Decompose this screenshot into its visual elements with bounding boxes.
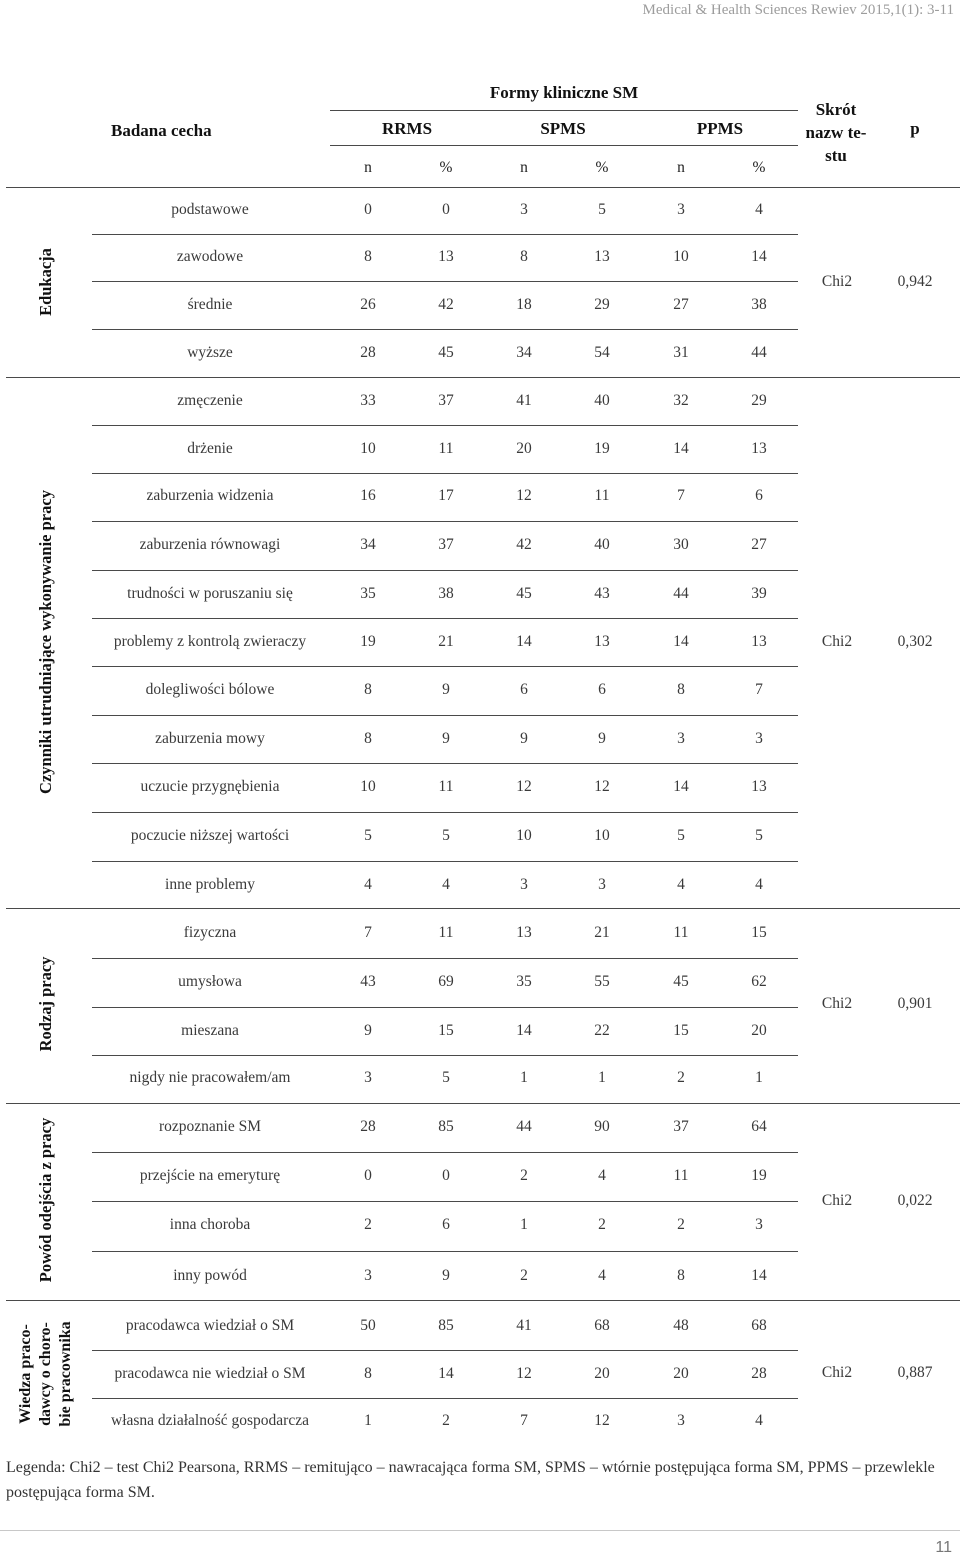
row-value: 10 [673,248,689,265]
row-value: 14 [673,778,689,795]
row-label: przejście na emeryturę [139,1167,281,1184]
row-value: 2 [677,1216,685,1233]
row-value: 5 [364,827,372,844]
row-value: 14 [516,633,532,650]
row-label: uczucie przygnębienia [140,778,280,795]
row-value: 12 [516,1365,532,1382]
row-value: 1 [520,1069,528,1086]
row-value: 3 [520,201,528,218]
row-value: 5 [677,827,685,844]
row-value: 11 [673,1167,689,1184]
row-label: poczucie niższej wartości [130,827,290,844]
row-value: 68 [594,1317,610,1334]
row-value: 9 [364,1022,372,1039]
row-value: 7 [364,924,372,941]
row-label: pracodawca nie wiedział o SM [114,1365,306,1382]
group-test: Chi2 [821,995,853,1012]
row-separator [92,570,798,571]
row-value: 26 [360,296,376,313]
row-label: dolegliwości bólowe [145,681,275,698]
group-name: Edukacja [36,248,55,316]
row-value: 28 [360,1118,376,1135]
row-value: 9 [442,730,450,747]
row-value: 1 [755,1069,763,1086]
row-value: 21 [438,633,454,650]
row-value: 69 [438,973,454,990]
row-value: 7 [677,487,685,504]
group-test: Chi2 [821,1192,853,1209]
row-value: 50 [360,1317,376,1334]
group-name-line: bie pracownika [57,1321,74,1427]
header-p: p [910,119,920,138]
row-value: 3 [520,876,528,893]
row-value: 13 [594,633,610,650]
row-label: mieszana [181,1022,239,1039]
row-value: 37 [438,536,454,553]
header-ppms: PPMS [696,119,744,138]
row-separator [92,1201,798,1202]
group-test: Chi2 [821,633,853,650]
row-separator [92,425,798,426]
row-label: podstawowe [171,201,249,218]
row-value: 9 [598,730,606,747]
row-label: inne problemy [165,876,255,893]
row-value: 35 [360,585,376,602]
row-value: 9 [442,1267,450,1284]
row-value: 8 [677,681,685,698]
row-label: fizyczna [183,924,237,941]
legend: Legenda: Chi2 – test Chi2 Pearsona, RRMS – remitująco – nawracająca forma SM, SPMS – wtórnie postępująca forma SM, PPMS – przewlekle postępująca forma SM. [6,1459,935,1501]
row-value: 13 [751,778,767,795]
row-value: 33 [360,392,376,409]
header-feature: Badana cecha [111,121,212,140]
row-value: 3 [755,730,763,747]
row-value: 5 [442,1069,450,1086]
header-subcol-2: n [520,159,528,176]
group-test: Chi2 [821,1364,853,1381]
header-subcol-4: n [677,159,685,176]
row-value: 45 [516,585,532,602]
group-name-line: dawcy o choro- [37,1322,54,1426]
row-value: 29 [751,392,767,409]
row-value: 28 [751,1365,767,1382]
header-subcol-5: % [752,159,766,176]
header-subcol-1: % [439,159,453,176]
row-value: 27 [751,536,767,553]
row-value: 8 [364,1365,372,1382]
row-value: 31 [673,344,689,361]
row-value: 5 [442,827,450,844]
row-label: rozpoznanie SM [158,1118,262,1135]
row-value: 3 [677,201,685,218]
row-value: 6 [598,681,606,698]
row-value: 9 [442,681,450,698]
row-label: trudności w poruszaniu się [127,585,293,602]
row-value: 13 [594,248,610,265]
row-value: 1 [520,1216,528,1233]
row-value: 34 [360,536,376,553]
row-value: 6 [520,681,528,698]
row-separator [92,1251,798,1252]
row-value: 54 [594,344,610,361]
group-name: Czynniki utrudniające wykonywanie pracy [36,490,55,794]
row-value: 8 [520,248,528,265]
row-label: inny powód [173,1267,247,1284]
row-value: 20 [594,1365,610,1382]
group-separator [6,908,960,909]
row-value: 14 [673,440,689,457]
rule-header-bottom [6,187,960,188]
row-value: 12 [516,778,532,795]
row-value: 0 [364,201,372,218]
group-separator [6,377,960,378]
row-value: 34 [516,344,532,361]
row-value: 5 [598,201,606,218]
header-clinical-forms: Formy kliniczne SM [489,83,639,102]
row-value: 14 [438,1365,454,1382]
row-value: 40 [594,392,610,409]
row-value: 42 [438,296,454,313]
row-value: 12 [594,1412,610,1429]
row-value: 2 [520,1167,528,1184]
row-value: 19 [360,633,376,650]
row-value: 38 [438,585,454,602]
row-value: 20 [516,440,532,457]
row-value: 32 [673,392,689,409]
row-value: 90 [594,1118,610,1135]
row-value: 29 [594,296,610,313]
row-separator [92,521,798,522]
row-value: 55 [594,973,610,990]
header-test-abbrev: Skrót nazw te- stu [805,100,867,165]
row-separator [92,812,798,813]
row-value: 43 [360,973,376,990]
row-value: 4 [598,1167,606,1184]
row-value: 85 [438,1317,454,1334]
row-label: drżenie [187,440,233,457]
group-separator [6,1300,960,1301]
row-separator [92,715,798,716]
row-separator [92,666,798,667]
row-value: 4 [755,876,763,893]
row-value: 3 [677,1412,685,1429]
row-value: 7 [755,681,763,698]
row-value: 10 [360,440,376,457]
row-value: 2 [520,1267,528,1284]
row-value: 19 [594,440,610,457]
row-value: 3 [755,1216,763,1233]
header-spms: SPMS [540,119,586,138]
row-value: 9 [520,730,528,747]
row-label: wyższe [187,344,233,361]
row-value: 8 [677,1267,685,1284]
row-value: 11 [438,440,454,457]
row-value: 14 [751,1267,767,1284]
row-value: 13 [751,440,767,457]
row-value: 2 [442,1412,450,1429]
row-value: 3 [364,1267,372,1284]
group-p: 0,901 [897,995,933,1012]
row-value: 13 [751,633,767,650]
row-value: 11 [673,924,689,941]
row-value: 4 [442,876,450,893]
group-p: 0,942 [897,273,933,290]
row-value: 8 [364,681,372,698]
row-value: 43 [594,585,610,602]
group-separator [6,1103,960,1104]
row-value: 4 [755,1412,763,1429]
row-value: 20 [751,1022,767,1039]
row-value: 37 [438,392,454,409]
group-name-line: Wiedza praco- [17,1324,34,1424]
row-value: 14 [751,248,767,265]
header-subcol-3: % [595,159,609,176]
row-value: 4 [755,201,763,218]
row-label: zaburzenia mowy [155,730,265,747]
row-label: nigdy nie pracowałem/am [129,1069,291,1086]
row-value: 20 [673,1365,689,1382]
row-value: 21 [594,924,610,941]
footer-rule [0,1530,960,1531]
row-value: 11 [594,487,610,504]
row-value: 1 [598,1069,606,1086]
row-value: 0 [364,1167,372,1184]
row-value: 11 [438,924,454,941]
row-value: 13 [516,924,532,941]
row-label: zawodowe [176,248,244,265]
row-value: 11 [438,778,454,795]
row-value: 4 [677,876,685,893]
row-label: zaburzenia równowagi [139,536,281,553]
rule-under-form-names [330,145,798,146]
row-value: 3 [598,876,606,893]
group-name [16,1321,76,1426]
row-value: 39 [751,585,767,602]
group-p: 0,302 [897,633,933,650]
row-value: 44 [751,344,767,361]
row-value: 2 [598,1216,606,1233]
row-value: 37 [673,1118,689,1135]
row-value: 17 [438,487,454,504]
row-value: 45 [438,344,454,361]
row-value: 48 [673,1317,689,1334]
row-value: 41 [516,1317,532,1334]
row-value: 5 [755,827,763,844]
row-value: 13 [438,248,454,265]
row-value: 12 [594,778,610,795]
row-value: 19 [751,1167,767,1184]
group-name: Rodzaj pracy [36,956,55,1052]
row-value: 10 [594,827,610,844]
row-value: 45 [673,973,689,990]
row-value: 10 [360,778,376,795]
row-value: 7 [520,1412,528,1429]
rule-under-clinical-forms [330,110,798,111]
page-number: 11 [935,1539,952,1556]
header-subcol-0: n [364,159,372,176]
row-value: 44 [516,1118,532,1135]
header-rrms: RRMS [381,119,433,138]
row-value: 35 [516,973,532,990]
row-value: 85 [438,1118,454,1135]
row-value: 12 [516,487,532,504]
row-separator [92,1350,798,1351]
row-separator [92,958,798,959]
row-value: 2 [677,1069,685,1086]
row-value: 8 [364,730,372,747]
row-value: 6 [755,487,763,504]
row-separator [92,763,798,764]
row-value: 40 [594,536,610,553]
row-value: 3 [677,730,685,747]
row-value: 3 [364,1069,372,1086]
row-value: 0 [442,201,450,218]
row-separator [92,281,798,282]
row-value: 4 [364,876,372,893]
row-value: 41 [516,392,532,409]
row-value: 15 [751,924,767,941]
row-label: własna działalność gospodarcza [111,1412,309,1429]
row-value: 30 [673,536,689,553]
group-test: Chi2 [821,273,853,290]
row-separator [92,1007,798,1008]
row-value: 15 [438,1022,454,1039]
row-value: 68 [751,1317,767,1334]
row-label: średnie [187,296,233,313]
row-value: 8 [364,248,372,265]
journal-header: Medical & Health Sciences Rewiev 2015,1(1): 3-11 [642,2,954,18]
row-separator [92,861,798,862]
group-p: 0,022 [897,1192,933,1209]
row-value: 2 [364,1216,372,1233]
row-value: 14 [516,1022,532,1039]
group-p: 0,887 [897,1364,933,1381]
row-value: 27 [673,296,689,313]
row-value: 18 [516,296,532,313]
row-value: 64 [751,1118,767,1135]
row-value: 0 [442,1167,450,1184]
group-name: Powód odejścia z pracy [36,1117,55,1283]
row-value: 4 [598,1267,606,1284]
row-label: zaburzenia widzenia [146,487,274,504]
row-label: pracodawca wiedział o SM [125,1317,295,1334]
row-value: 6 [442,1216,450,1233]
row-separator [92,473,798,474]
row-separator [92,618,798,619]
row-value: 14 [673,633,689,650]
row-label: zmęczenie [177,392,243,409]
row-value: 10 [516,827,532,844]
row-value: 22 [594,1022,610,1039]
row-separator [92,1055,798,1056]
row-value: 15 [673,1022,689,1039]
row-value: 38 [751,296,767,313]
row-label: umysłowa [178,973,242,990]
row-label: inna choroba [169,1216,251,1233]
row-separator [92,1398,798,1399]
row-value: 16 [360,487,376,504]
row-value: 42 [516,536,532,553]
row-value: 28 [360,344,376,361]
row-value: 44 [673,585,689,602]
row-separator [92,329,798,330]
row-separator [92,234,798,235]
row-label: problemy z kontrolą zwieraczy [113,633,307,650]
row-value: 62 [751,973,767,990]
row-separator [92,1152,798,1153]
row-value: 1 [364,1412,372,1429]
